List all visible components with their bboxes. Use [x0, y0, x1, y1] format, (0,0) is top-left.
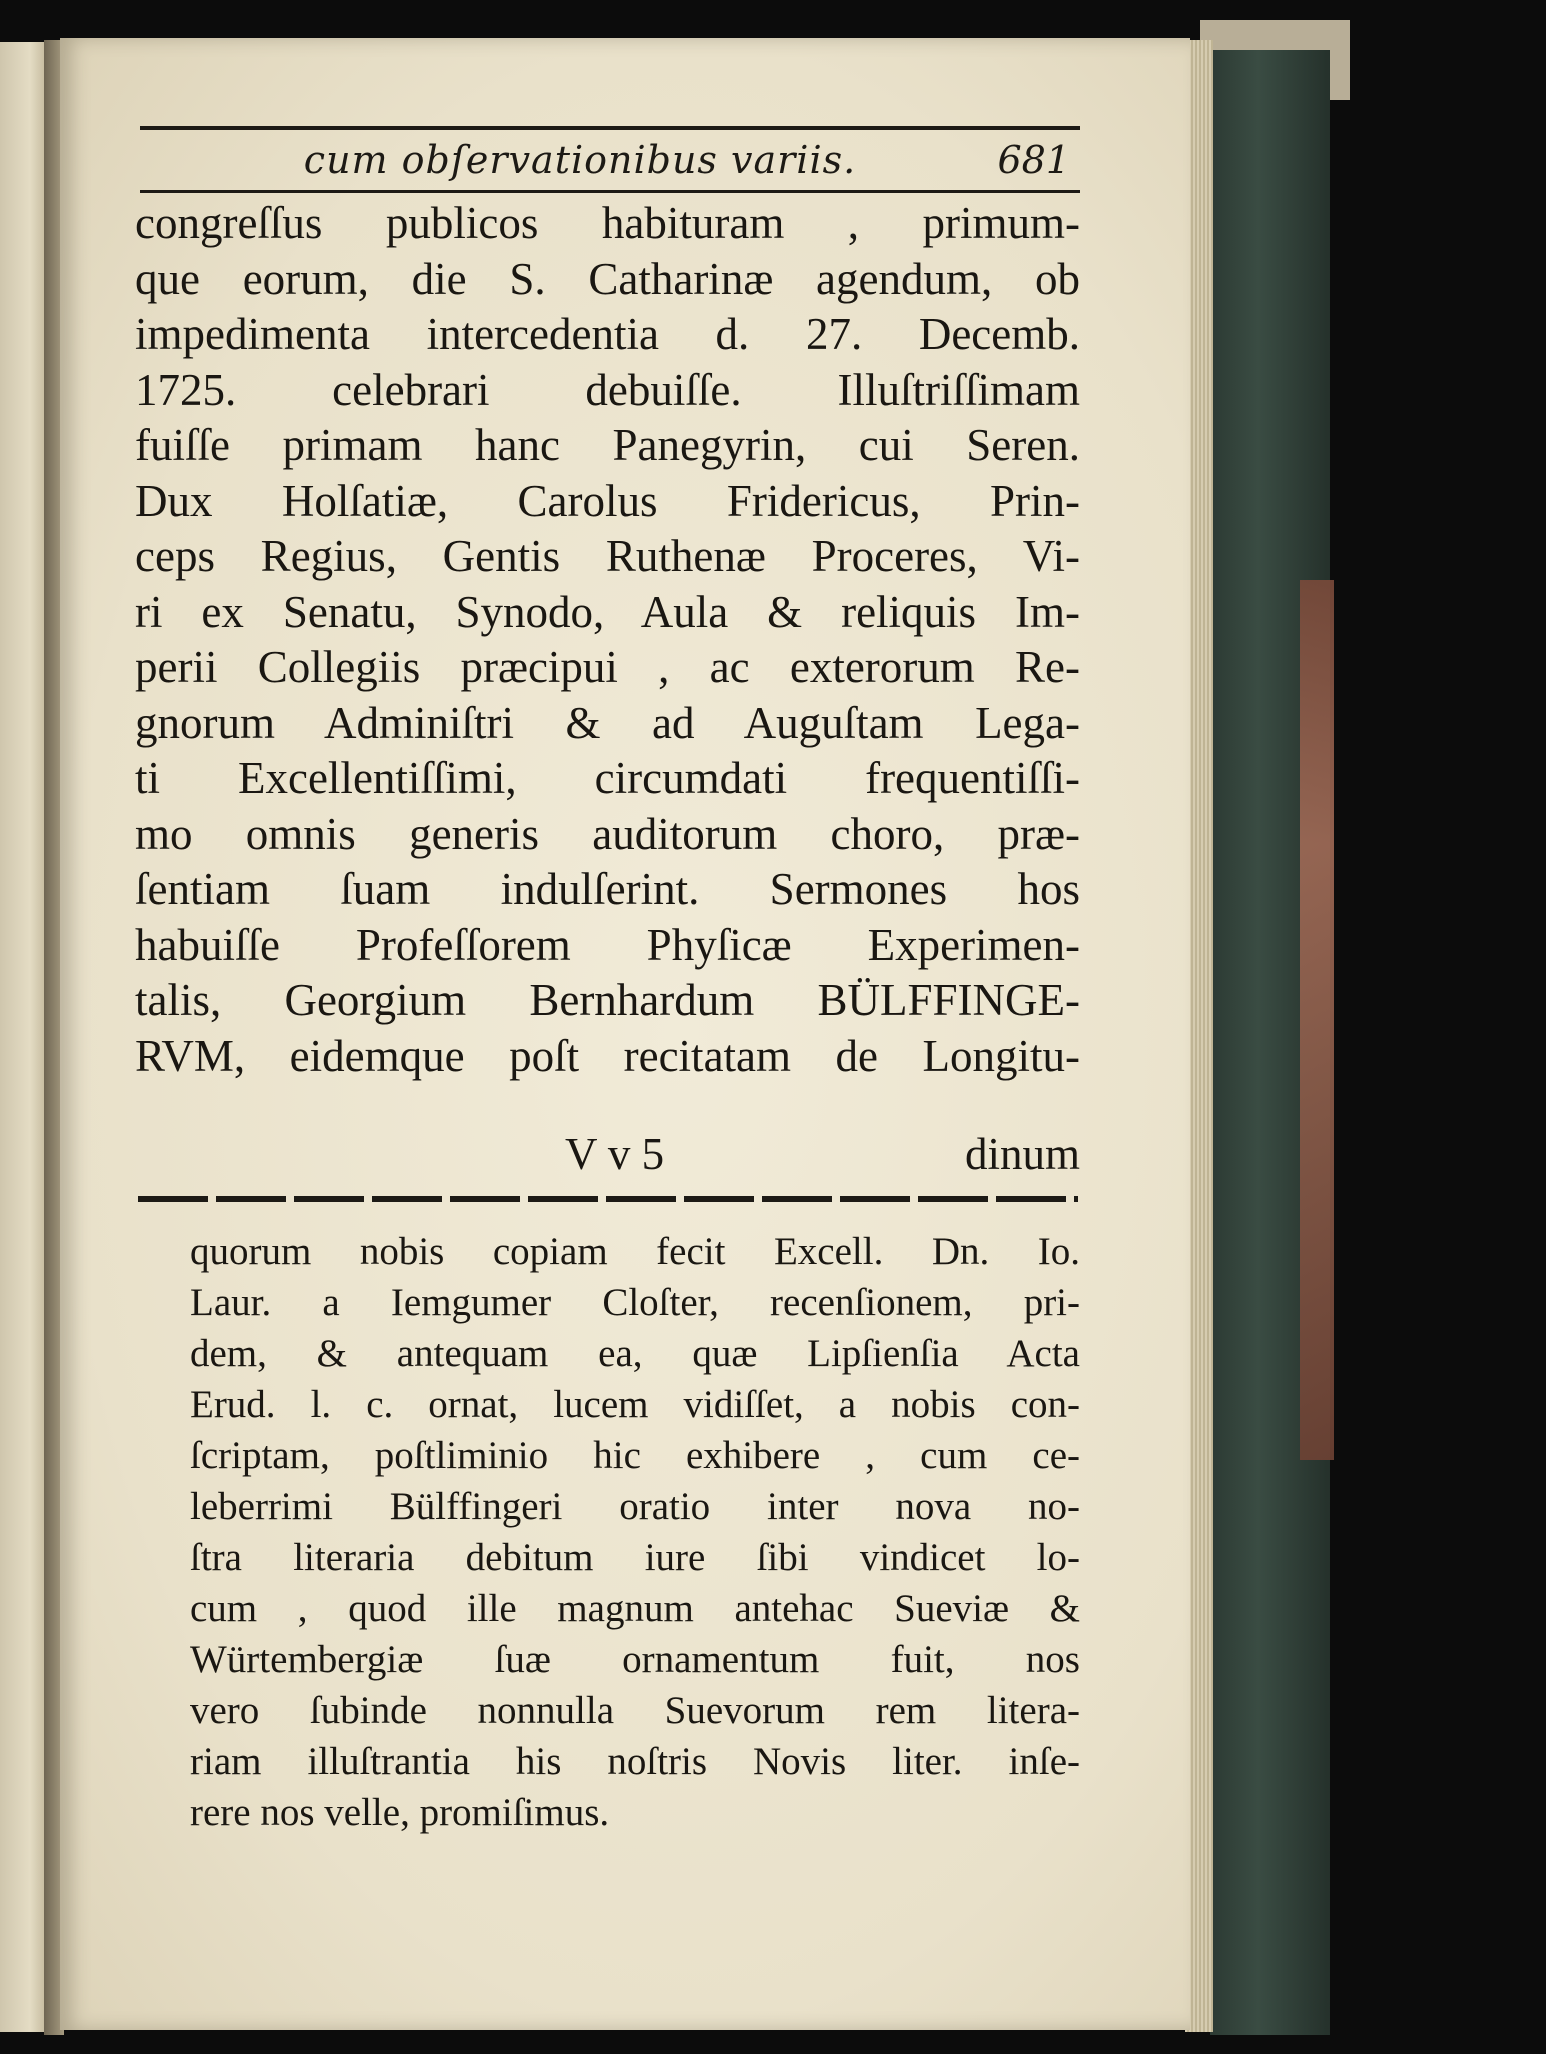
text-line: que eorum, die S. Catharinæ agendum, ob — [135, 253, 1080, 304]
text-line: fuiſſe primam hanc Panegyrin, cui Seren. — [135, 420, 1080, 470]
text-line: ti Excellentiſſimi, circumdati frequentiſſi- — [135, 753, 1080, 803]
signature-line — [135, 1128, 1080, 1184]
text-line: habuiſſe Profeſſorem Phyſicæ Experimen- — [135, 919, 1080, 970]
text-line: perii Collegiis præcipui , ac exterorum Re- — [135, 642, 1080, 692]
text-line: 1725. celebrari debuiſſe. Illuſtriſſimam — [135, 364, 1080, 415]
running-head-title: cum obſervationibus variis. — [303, 138, 857, 182]
footnote-line: Erud. l. c. ornat, lucem vidiſſet, a nobis con- — [190, 1383, 1080, 1426]
running-head-rule-top — [140, 126, 1080, 130]
footnote-line: leberrimi Bülffingeri oratio inter nova no- — [190, 1485, 1080, 1528]
page-number: 681 — [997, 138, 1070, 182]
text-line: congreſſus publicos habituram , primum- — [135, 198, 1080, 248]
text-line: Dux Holſatiæ, Carolus Fridericus, Prin- — [135, 475, 1080, 526]
footnote-line: ſcriptam, poſtliminio hic exhibere , cum ce- — [190, 1434, 1080, 1477]
footnote-line: vero ſubinde nonnulla Suevorum rem litera- — [190, 1689, 1080, 1732]
footnote-line: rere nos velle, promiſimus. — [190, 1791, 610, 1834]
footnote-block — [190, 1226, 1080, 1838]
text-line: gnorum Adminiſtri & ad Auguſtam Lega- — [135, 697, 1080, 748]
main-text-block — [135, 196, 1080, 1084]
running-head-rule-bottom — [140, 190, 1080, 193]
text-line: talis, Georgium Bernhardum BÜLFFINGE- — [135, 975, 1080, 1025]
footnote-line: riam illuſtrantia his noſtris Novis liter. inſe- — [190, 1740, 1080, 1783]
text-line: ceps Regius, Gentis Ruthenæ Proceres, Vi- — [135, 531, 1080, 581]
cover-marbled-patch — [1300, 580, 1334, 1460]
footnote-line: quorum nobis copiam fecit Excell. Dn. Io. — [190, 1230, 1080, 1273]
footnote-line: Würtembergiæ ſuæ ornamentum fuit, nos — [190, 1638, 1080, 1681]
footnote-separator — [138, 1196, 1078, 1202]
text-line: mo omnis generis auditorum choro, præ- — [135, 808, 1080, 859]
footnote-line: ſtra literaria debitum iure ſibi vindicet lo- — [190, 1536, 1080, 1579]
text-line: impedimenta intercedentia d. 27. Decemb. — [135, 309, 1080, 359]
text-line: ſentiam ſuam indulſerint. Sermones hos — [135, 864, 1080, 914]
catchword: dinum — [964, 1129, 1080, 1179]
footnote-line: cum , quod ille magnum antehac Sueviæ & — [190, 1587, 1080, 1630]
left-page-edge — [0, 42, 50, 2032]
footnote-line: Laur. a Iemgumer Cloſter, recenſionem, pri- — [190, 1281, 1080, 1324]
footnote-line: dem, & antequam ea, quæ Lipſienſia Acta — [190, 1332, 1080, 1375]
text-line: ri ex Senatu, Synodo, Aula & reliquis Im- — [135, 586, 1080, 637]
signature-mark: V v 5 — [565, 1129, 665, 1179]
text-line: RVM, eidemque poſt recitatam de Longitu- — [135, 1030, 1080, 1081]
